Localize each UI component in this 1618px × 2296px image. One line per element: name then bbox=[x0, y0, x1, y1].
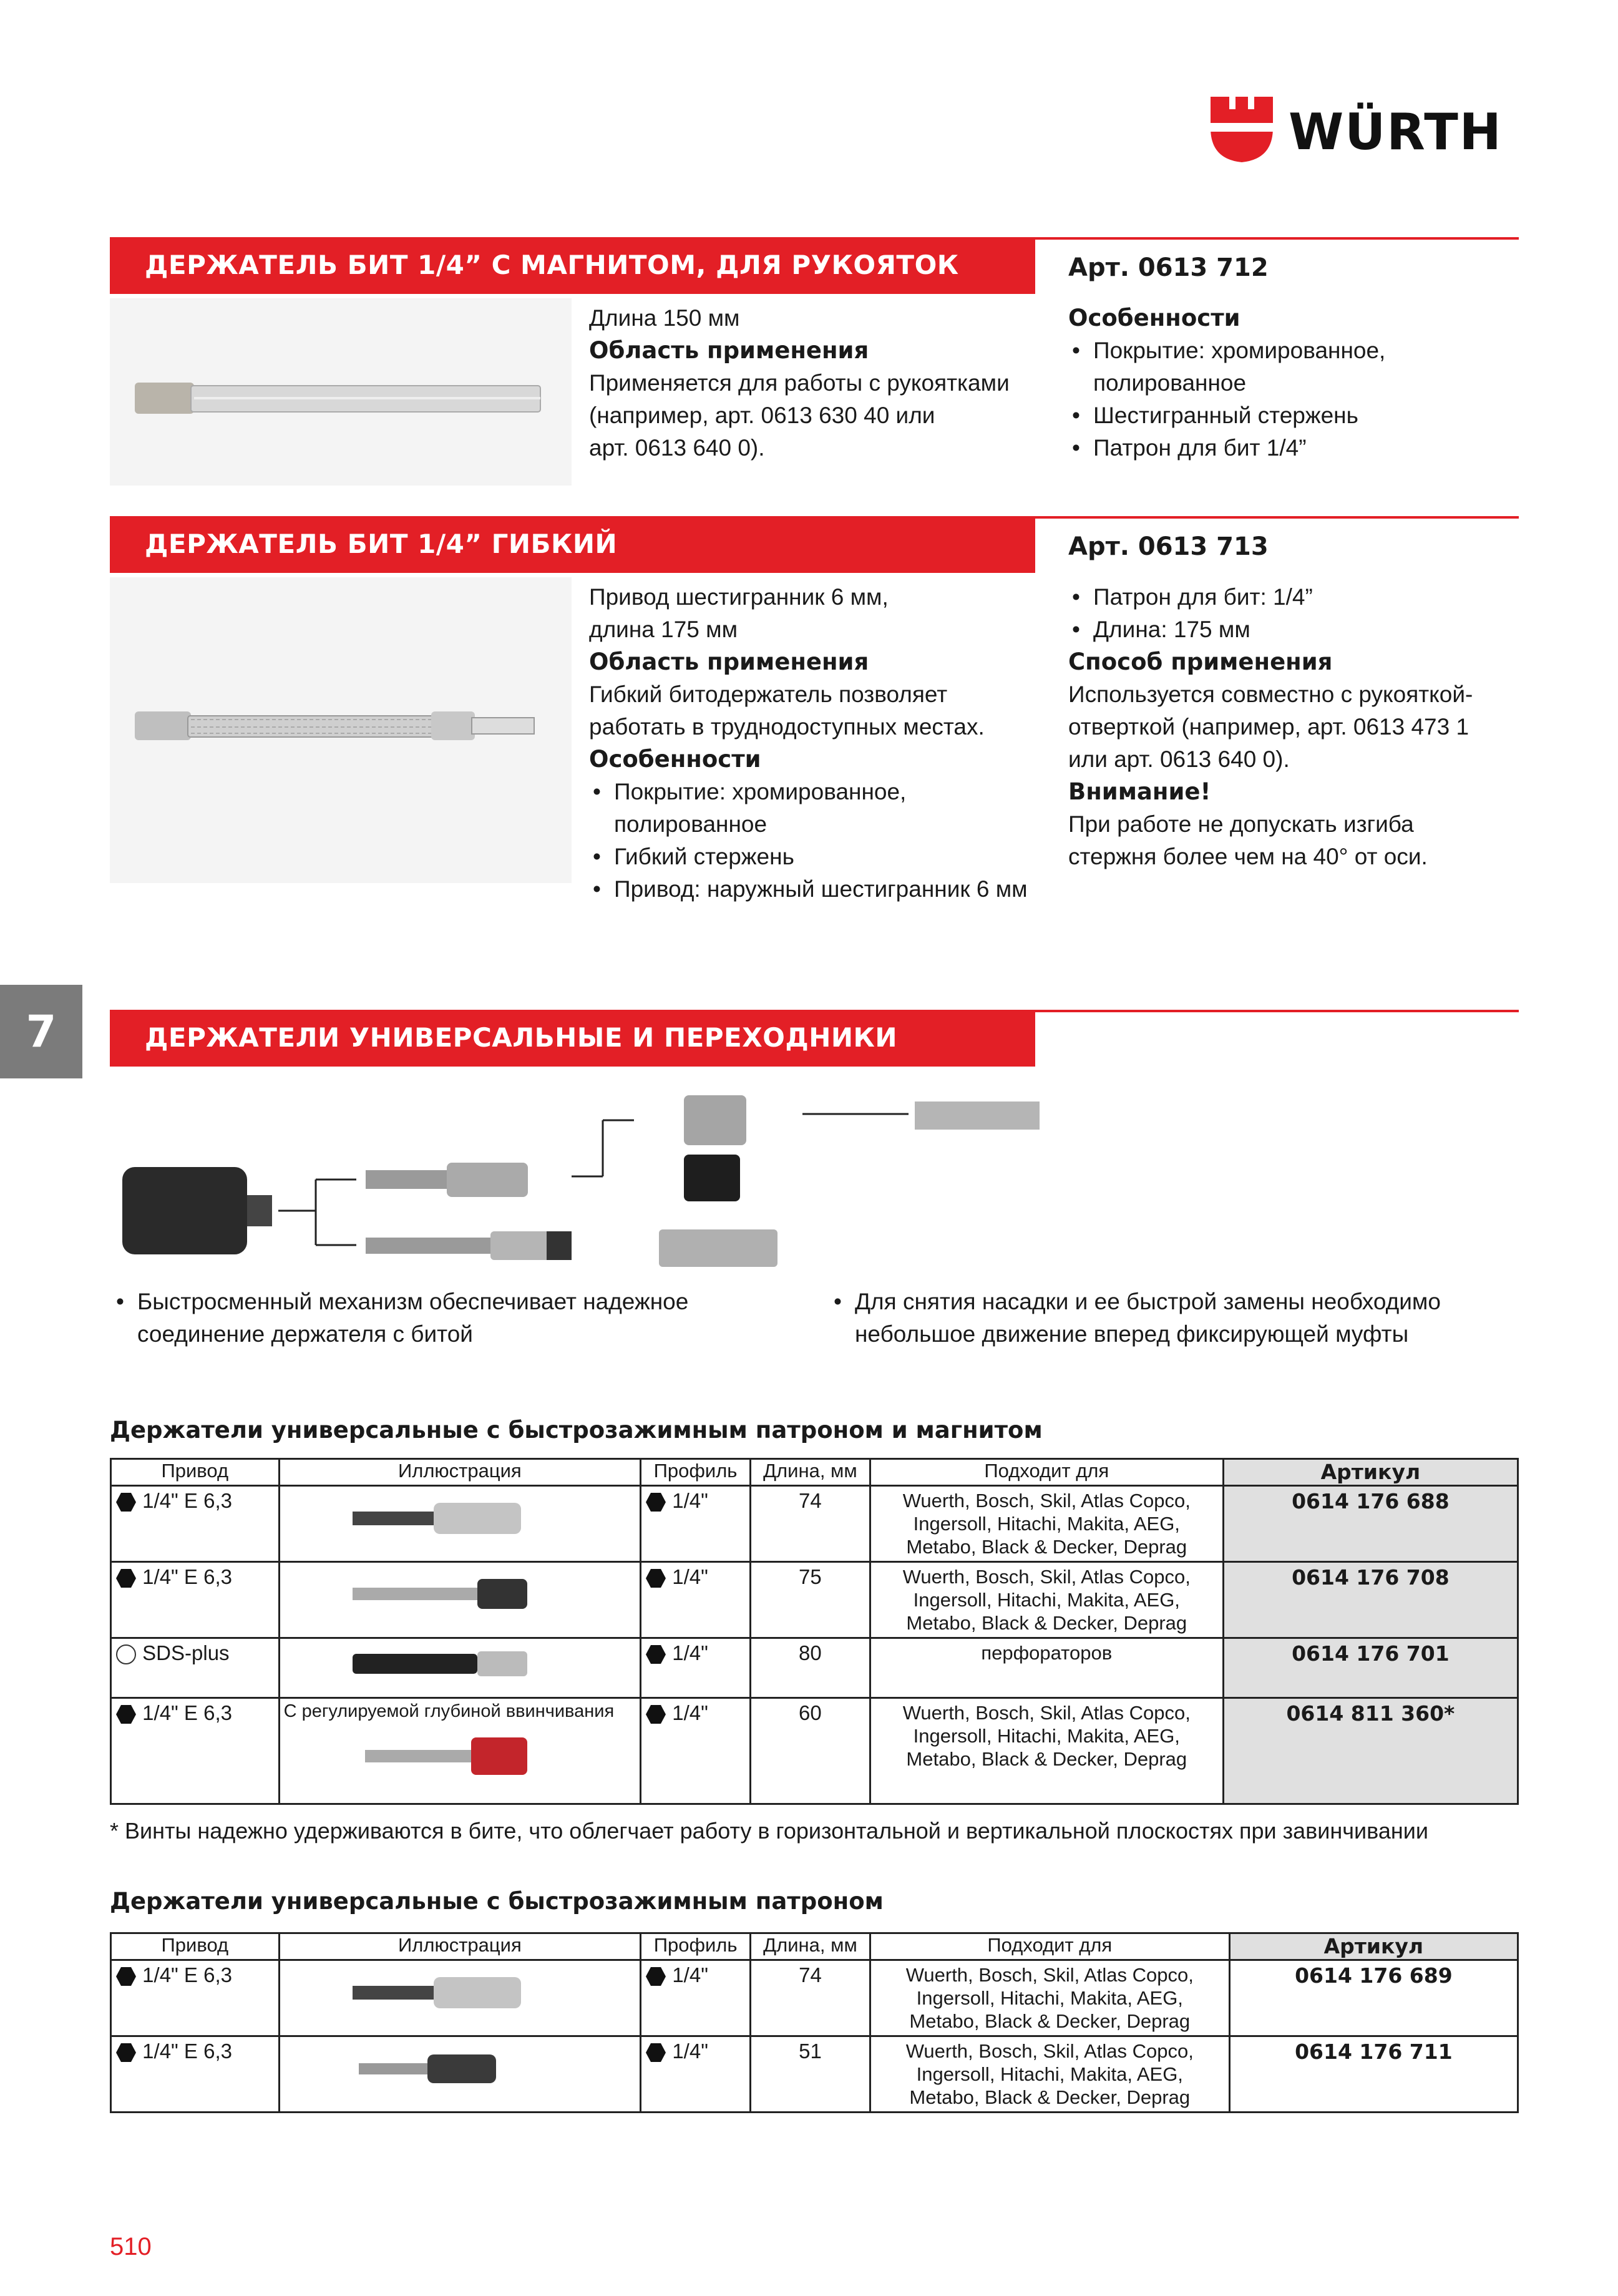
table-row bbox=[111, 1698, 1518, 1804]
col-header: Длина, мм bbox=[751, 1459, 870, 1486]
fit-cell bbox=[870, 1486, 1223, 1562]
section2-mid-text bbox=[589, 581, 1051, 906]
length-cell: 75 bbox=[751, 1562, 870, 1638]
hexagon-icon bbox=[115, 1568, 137, 1589]
warning-heading: Внимание! bbox=[1068, 778, 1211, 805]
feature-item: • Покрытие: хромированное, bbox=[1068, 335, 1518, 367]
table2 bbox=[110, 1932, 1519, 2113]
length-cell: 60 bbox=[751, 1698, 870, 1804]
col-header: Подходит для bbox=[870, 1933, 1229, 1960]
drive-value: 1/4" E 6,3 bbox=[142, 1565, 232, 1588]
illustration-cell bbox=[279, 1698, 641, 1804]
features-heading: Особенности bbox=[589, 746, 761, 773]
application-heading: Область применения bbox=[589, 337, 869, 364]
col-header: Привод bbox=[111, 1933, 280, 1960]
hexagon-icon bbox=[115, 1492, 137, 1513]
usage-heading: Способ применения bbox=[1068, 648, 1333, 675]
table-row bbox=[111, 1638, 1518, 1698]
article-cell: 0614 176 689 bbox=[1229, 1960, 1518, 2036]
section2-rule bbox=[1035, 516, 1519, 519]
wurth-logo bbox=[1207, 97, 1519, 165]
hexagon-icon bbox=[645, 2042, 666, 2063]
length-cell: 51 bbox=[751, 2036, 870, 2113]
application-line: Гибкий битодержатель позволяет bbox=[589, 681, 948, 707]
illustration-cell bbox=[279, 1960, 641, 2036]
drive-cell bbox=[111, 1960, 280, 2036]
drive-cell bbox=[111, 1486, 280, 1562]
section1-right-text bbox=[1068, 302, 1518, 464]
profile-cell bbox=[641, 1698, 751, 1804]
profile-value: 1/4" bbox=[672, 1641, 708, 1664]
sds-holder-illustration bbox=[284, 1641, 534, 1685]
logo-text: WÜRTH bbox=[1289, 103, 1503, 161]
table-row bbox=[111, 1562, 1518, 1638]
fit-line: Ingersoll, Hitachi, Makita, AEG, bbox=[913, 1725, 1180, 1747]
wurth-logo-icon bbox=[1207, 97, 1276, 162]
feature-item: • Покрытие: хромированное, bbox=[589, 776, 1051, 808]
bullet-line: • Быстросменный механизм обеспечивает надежное bbox=[112, 1286, 799, 1318]
illustration-cell bbox=[279, 1562, 641, 1638]
profile-cell bbox=[641, 1960, 751, 2036]
bullet-line-cont: соединение держателя с битой bbox=[137, 1321, 473, 1347]
bit-holder-illustration bbox=[284, 2040, 534, 2096]
profile-value: 1/4" bbox=[672, 1963, 708, 1986]
fit-line: Metabo, Black & Decker, Deprag bbox=[909, 2010, 1191, 2032]
hexagon-icon bbox=[645, 1568, 666, 1589]
feature-item-cont: полированное bbox=[1093, 370, 1247, 396]
fit-line: Metabo, Black & Decker, Deprag bbox=[906, 1536, 1187, 1558]
section3-header bbox=[110, 1010, 1035, 1067]
table-row bbox=[111, 1486, 1518, 1562]
hexagon-icon bbox=[645, 1704, 666, 1725]
fit-line: Metabo, Black & Decker, Deprag bbox=[906, 1612, 1187, 1634]
drive-cell bbox=[111, 1638, 280, 1698]
drive-value: 1/4" E 6,3 bbox=[142, 1963, 232, 1986]
feature-item: • Длина: 175 мм bbox=[1068, 613, 1524, 646]
fit-line: Ingersoll, Hitachi, Makita, AEG, bbox=[916, 2063, 1183, 2085]
fit-cell bbox=[870, 1562, 1223, 1638]
drive-value: 1/4" E 6,3 bbox=[142, 2040, 232, 2063]
feature-item: • Шестигранный стержень bbox=[1068, 399, 1518, 432]
fit-cell bbox=[870, 1960, 1229, 2036]
bit-holder-illustration bbox=[284, 1963, 534, 2020]
col-header: Артикул bbox=[1223, 1459, 1518, 1486]
section1-mid-text bbox=[589, 302, 1038, 464]
illustration-cell bbox=[279, 1486, 641, 1562]
profile-cell bbox=[641, 2036, 751, 2113]
illustration-cell bbox=[279, 2036, 641, 2113]
bullet-line-cont: небольшое движение вперед фиксирующей муфты bbox=[855, 1321, 1409, 1347]
adapters-diagram bbox=[110, 1083, 1071, 1270]
warning-line: При работе не допускать изгиба bbox=[1068, 811, 1414, 837]
drive-cell bbox=[111, 1698, 280, 1804]
col-header: Профиль bbox=[641, 1459, 751, 1486]
col-header: Привод bbox=[111, 1459, 280, 1486]
article-cell: 0614 176 688 bbox=[1223, 1486, 1518, 1562]
section3-bullet-left bbox=[112, 1286, 799, 1351]
profile-cell bbox=[641, 1562, 751, 1638]
feature-item: • Привод: наружный шестигранник 6 мм bbox=[589, 873, 1051, 906]
section3-bullet-right bbox=[830, 1286, 1523, 1351]
fit-line: Wuerth, Bosch, Skil, Atlas Copco, bbox=[905, 1964, 1194, 1986]
col-header: Профиль bbox=[641, 1933, 751, 1960]
application-line: арт. 0613 640 0). bbox=[589, 435, 765, 461]
length-cell: 80 bbox=[751, 1638, 870, 1698]
fit-line: Ingersoll, Hitachi, Makita, AEG, bbox=[916, 1987, 1183, 2009]
section3-rule bbox=[1035, 1010, 1519, 1012]
chapter-tab: 7 bbox=[0, 985, 82, 1078]
drive-value: 1/4" E 6,3 bbox=[142, 1701, 232, 1724]
application-line: работать в труднодоступных местах. bbox=[589, 714, 985, 740]
feature-item-cont: полированное bbox=[614, 811, 768, 837]
hexagon-icon bbox=[645, 1492, 666, 1513]
table-row bbox=[111, 1960, 1518, 2036]
hexagon-icon bbox=[115, 1966, 137, 1987]
hexagon-icon bbox=[115, 2042, 137, 2063]
drive-line: Привод шестигранник 6 мм, bbox=[589, 584, 889, 610]
section2-title: ДЕРЖАТЕЛЬ БИТ 1/4” ГИБКИЙ bbox=[145, 529, 618, 559]
drive-value: SDS-plus bbox=[142, 1641, 230, 1664]
fit-line: Wuerth, Bosch, Skil, Atlas Copco, bbox=[902, 1702, 1191, 1724]
fit-cell bbox=[870, 2036, 1229, 2113]
fit-line: перфораторов bbox=[981, 1642, 1113, 1664]
table1-title: Держатели универсальные с быстрозажимным патроном и магнитом bbox=[110, 1417, 1043, 1444]
table2-title: Держатели универсальные с быстрозажимным патроном bbox=[110, 1888, 884, 1915]
profile-value: 1/4" bbox=[672, 1489, 708, 1512]
table1-footnote: * Винты надежно удерживаются в бите, что облегчает работу в горизонтальной и вертикальной плоскостях при завинчивании bbox=[110, 1818, 1428, 1844]
hexagon-icon bbox=[645, 1644, 666, 1665]
table-row bbox=[111, 2036, 1518, 2113]
usage-line: Используется совместно с рукояткой- bbox=[1068, 681, 1473, 707]
feature-item: • Гибкий стержень bbox=[589, 841, 1051, 873]
application-heading: Область применения bbox=[589, 648, 869, 675]
section2-article: Арт. 0613 713 bbox=[1068, 532, 1269, 561]
fit-line: Wuerth, Bosch, Skil, Atlas Copco, bbox=[902, 1566, 1191, 1588]
drive-cell bbox=[111, 2036, 280, 2113]
sds-plus-icon bbox=[115, 1644, 137, 1665]
col-header: Иллюстрация bbox=[279, 1933, 641, 1960]
fit-cell bbox=[870, 1638, 1223, 1698]
application-line: Применяется для работы с рукоятками bbox=[589, 370, 1010, 396]
feature-item: • Патрон для бит: 1/4” bbox=[1068, 581, 1524, 613]
illustration-cell bbox=[279, 1638, 641, 1698]
profile-value: 1/4" bbox=[672, 2040, 708, 2063]
page-number: 510 bbox=[110, 2233, 152, 2260]
article-cell: 0614 176 701 bbox=[1223, 1638, 1518, 1698]
col-header: Длина, мм bbox=[751, 1933, 870, 1960]
usage-line: отверткой (например, арт. 0613 473 1 bbox=[1068, 714, 1469, 740]
illustration-caption: С регулируемой глубиной ввинчивания bbox=[283, 1701, 615, 1721]
length-line: длина 175 мм bbox=[589, 617, 738, 642]
table-header-row bbox=[111, 1459, 1518, 1486]
table-header-row bbox=[111, 1933, 1518, 1960]
hexagon-icon bbox=[645, 1966, 666, 1987]
depth-stop-holder-illustration bbox=[284, 1722, 534, 1784]
features-heading: Особенности bbox=[1068, 305, 1240, 331]
fit-line: Wuerth, Bosch, Skil, Atlas Copco, bbox=[905, 2040, 1194, 2062]
fit-line: Metabo, Black & Decker, Deprag bbox=[909, 2086, 1191, 2108]
length-line: Длина 150 мм bbox=[589, 305, 740, 331]
section3-title: ДЕРЖАТЕЛИ УНИВЕРСАЛЬНЫЕ И ПЕРЕХОДНИКИ bbox=[145, 1022, 898, 1053]
profile-value: 1/4" bbox=[672, 1565, 708, 1588]
drive-cell bbox=[111, 1562, 280, 1638]
bit-holder-illustration bbox=[284, 1489, 534, 1545]
drive-value: 1/4" E 6,3 bbox=[142, 1489, 232, 1512]
section1-rule bbox=[1035, 237, 1519, 240]
fit-line: Wuerth, Bosch, Skil, Atlas Copco, bbox=[902, 1490, 1191, 1512]
length-cell: 74 bbox=[751, 1960, 870, 2036]
bit-holder-illustration bbox=[284, 1565, 534, 1621]
application-line: (например, арт. 0613 630 40 или bbox=[589, 403, 935, 428]
col-header: Артикул bbox=[1229, 1933, 1518, 1960]
col-header: Подходит для bbox=[870, 1459, 1223, 1486]
profile-cell bbox=[641, 1638, 751, 1698]
fit-line: Metabo, Black & Decker, Deprag bbox=[906, 1748, 1187, 1770]
flexible-holder-photo bbox=[110, 577, 572, 883]
fit-line: Ingersoll, Hitachi, Makita, AEG, bbox=[913, 1513, 1180, 1535]
profile-cell bbox=[641, 1486, 751, 1562]
usage-line: или арт. 0613 640 0). bbox=[1068, 746, 1290, 772]
profile-value: 1/4" bbox=[672, 1701, 708, 1724]
table1 bbox=[110, 1458, 1519, 1805]
section1-title: ДЕРЖАТЕЛЬ БИТ 1/4” С МАГНИТОМ, ДЛЯ РУКОЯТОК bbox=[145, 250, 959, 280]
fit-cell bbox=[870, 1698, 1223, 1804]
bullet-line: • Для снятия насадки и ее быстрой замены необходимо bbox=[830, 1286, 1523, 1318]
section1-article: Арт. 0613 712 bbox=[1068, 253, 1269, 282]
hexagon-icon bbox=[115, 1704, 137, 1725]
col-header: Иллюстрация bbox=[279, 1459, 641, 1486]
article-cell: 0614 811 360* bbox=[1223, 1698, 1518, 1804]
warning-line: стержня более чем на 40° от оси. bbox=[1068, 844, 1428, 869]
bit-holder-photo bbox=[110, 298, 572, 486]
section2-right-text bbox=[1068, 581, 1524, 873]
article-cell: 0614 176 708 bbox=[1223, 1562, 1518, 1638]
fit-line: Ingersoll, Hitachi, Makita, AEG, bbox=[913, 1589, 1180, 1611]
section1-header bbox=[110, 237, 1035, 294]
length-cell: 74 bbox=[751, 1486, 870, 1562]
feature-item: • Патрон для бит 1/4” bbox=[1068, 432, 1518, 464]
article-cell: 0614 176 711 bbox=[1229, 2036, 1518, 2113]
section2-header bbox=[110, 516, 1035, 573]
